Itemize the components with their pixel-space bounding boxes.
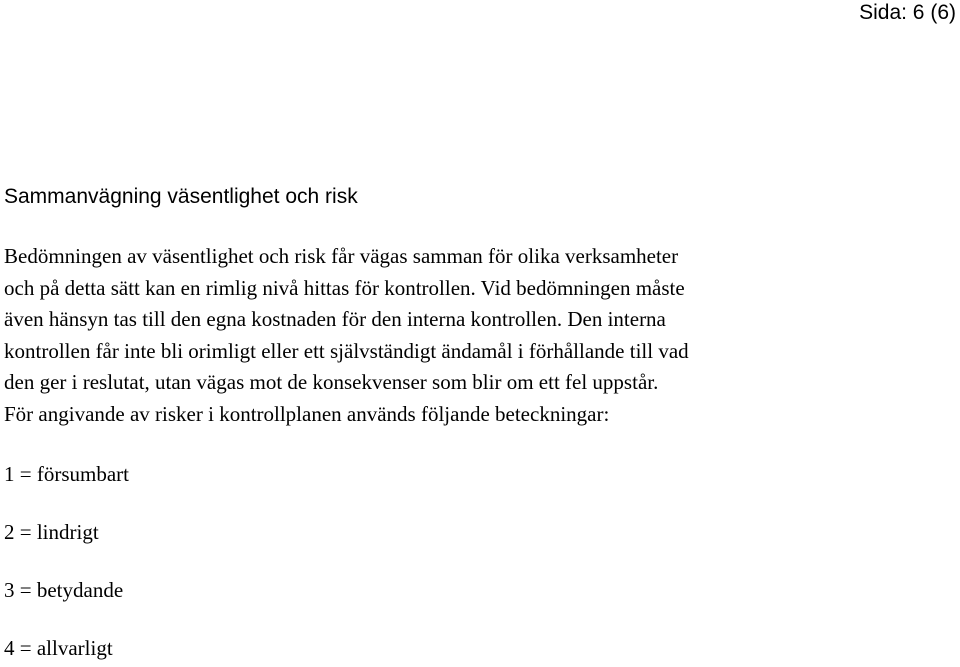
risk-scale-item-3: 3 = betydande: [4, 578, 124, 602]
risk-scale-item-4: 4 = allvarligt: [4, 636, 113, 660]
risk-scale-item-2: 2 = lindrigt: [4, 520, 99, 544]
page-number: Sida: 6 (6): [859, 1, 956, 24]
risk-scale-item-1: 1 = försumbart: [4, 462, 129, 486]
body-paragraph: Bedömningen av väsentlighet och risk får vägas samman för olika verksamheter och på detta sätt kan en rimlig nivå hittas för kontrollen. Vid bedömningen måste även hänsyn tas till den egna kostnaden för den interna kontrollen. Den interna kontrollen får inte bli orimligt eller ett självständigt ändamål i förhållande till vad den ger i reslutat, utan vägas mot de konsekvenser som blir om ett fel uppstår. För angivande av risker i kontrollplanen används följande beteckningar:: [4, 244, 689, 426]
section-heading: Sammanvägning väsentlighet och risk: [4, 185, 358, 208]
